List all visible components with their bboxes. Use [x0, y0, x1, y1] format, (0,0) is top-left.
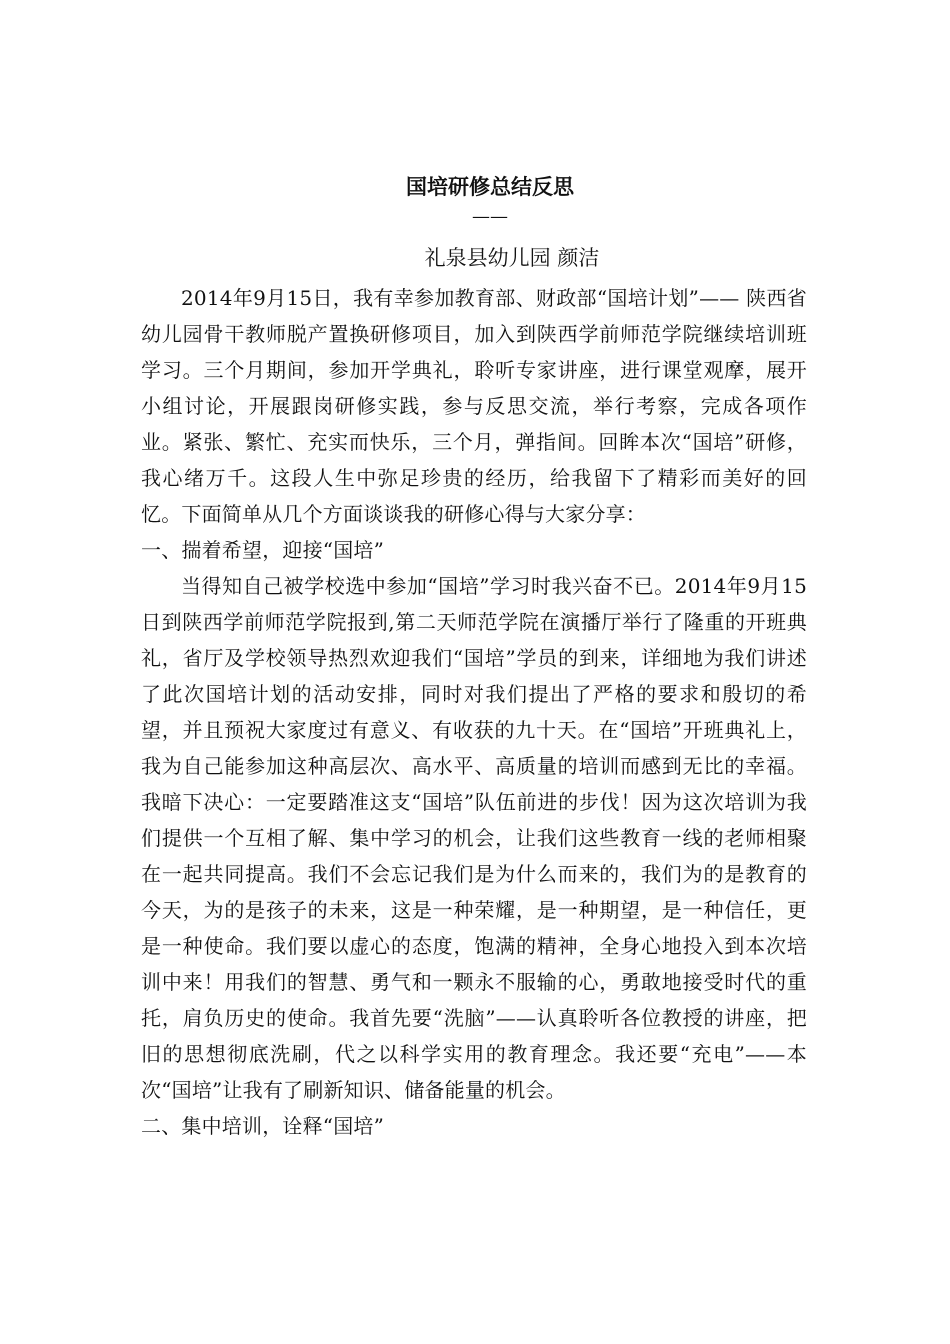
- intro-paragraph: 2014年9月15日，我有幸参加教育部、财政部“国培计划”—— 陕西省幼儿园骨干教师脱产置换研修项目，加入到陕西学前师范学院继续培训班学习。三个月期间，参加开学典礼，聆听专家讲座，进行课堂观摩，展开小组讨论，开展跟岗研修实践，参与反思交流，举行考察，完成各项作业。紧张、繁忙、充实而快乐，三个月，弹指间。回眸本次“国培”研修，我心绪万千。这段人生中弥足珍贵的经历，给我留下了精彩而美好的回忆。下面简单从几个方面谈谈我的研修心得与大家分享：: [141, 286, 807, 526]
- author-line: 礼泉县幼儿园 颜洁: [424, 246, 600, 270]
- title-dash: ——: [472, 206, 508, 227]
- section-heading-1: 一、揣着希望，迎接“国培”: [141, 538, 385, 562]
- section-heading-2: 二、集中培训，诠释“国培”: [141, 1114, 385, 1138]
- document-title: 国培研修总结反思: [406, 175, 574, 199]
- document-body: [141, 280, 807, 1144]
- section-1-paragraph: 当得知自己被学校选中参加“国培”学习时我兴奋不已。2014年9月15日到陕西学前师范学院报到,第二天师范学院在演播厅举行了隆重的开班典礼，省厅及学校领导热烈欢迎我们“国培”学员的到来，详细地为我们讲述了此次国培计划的活动安排，同时对我们提出了严格的要求和殷切的希望，并且预祝大家度过有意义、有收获的九十天。在“国培”开班典礼上，我为自己能参加这种高层次、高水平、高质量的培训而感到无比的幸福。我暗下决心：一定要踏准这支“国培”队伍前进的步伐！因为这次培训为我们提供一个互相了解、集中学习的机会，让我们这些教育一线的老师相聚在一起共同提高。我们不会忘记我们是为什么而来的，我们为的是教育的今天，为的是孩子的未来，这是一种荣耀，是一种期望，是一种信任，更是一种使命。我们要以虚心的态度，饱满的精神，全身心地投入到本次培训中来！用我们的智慧、勇气和一颗永不服输的心，勇敢地接受时代的重托，肩负历史的使命。我首先要“洗脑”——认真聆听各位教授的讲座，把旧的思想彻底洗刷，代之以科学实用的教育理念。我还要“充电”——本次“国培”让我有了刷新知识、储备能量的机会。: [141, 574, 807, 1102]
